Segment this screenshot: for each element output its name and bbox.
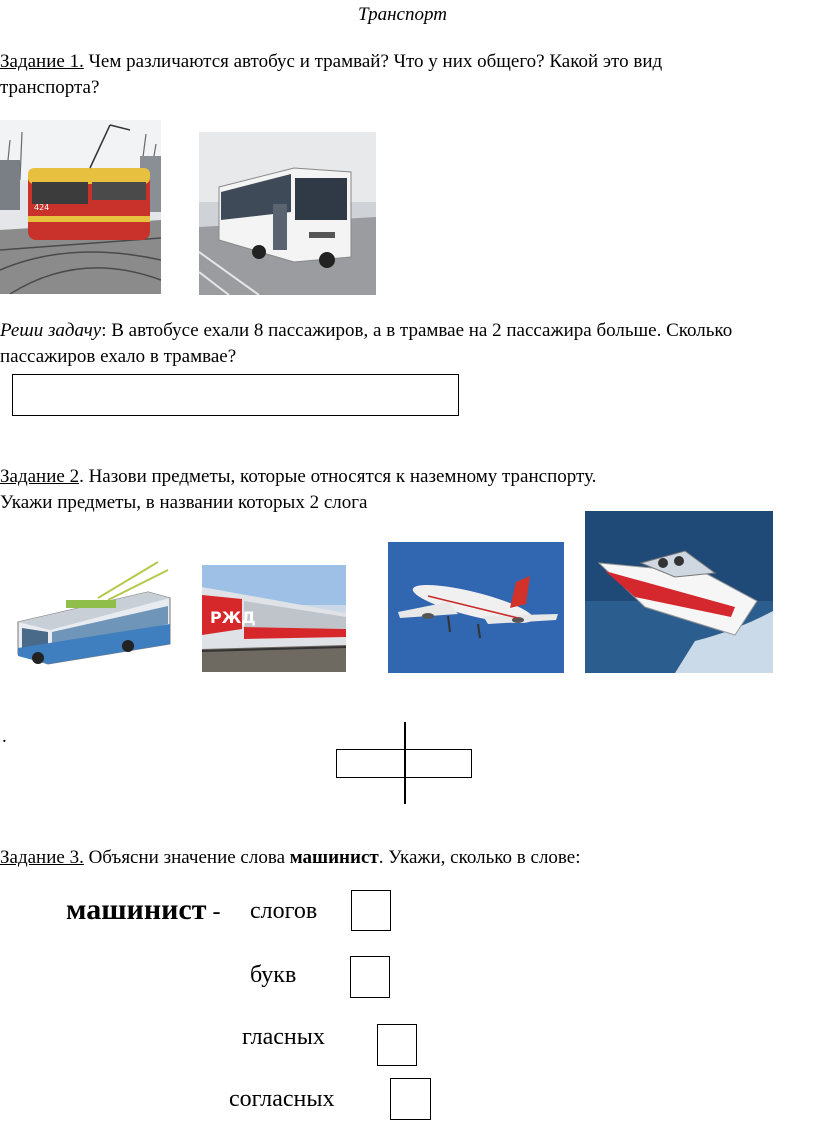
- task1-text-2: транспорта?: [0, 77, 100, 98]
- tram-photo: [0, 120, 161, 294]
- stray-dot: .: [2, 726, 7, 747]
- syllable-divider-line: [404, 722, 406, 804]
- task3-text-before: Объясни значение слова: [83, 847, 290, 868]
- task2-text-1: . Назови предметы, которые относятся к наземному транспорту.: [79, 466, 597, 487]
- task3-label: Задание 3.: [0, 847, 84, 868]
- train-photo: [202, 565, 346, 672]
- svg-text:РЖД: РЖД: [210, 608, 256, 627]
- label-consonants: согласных: [229, 1086, 335, 1112]
- label-syllables: слогов: [250, 898, 318, 924]
- label-vowels: гласных: [242, 1024, 325, 1050]
- task2-label: Задание 2: [0, 466, 80, 487]
- letters-answer-box[interactable]: [350, 956, 390, 998]
- page-title: Транспорт: [358, 4, 447, 25]
- task2-text-2: Укажи предметы, в названии которых 2 слога: [0, 492, 368, 513]
- airplane-photo: [388, 542, 564, 673]
- task1-text-1: Чем различаются автобус и трамвай? Что у них общего? Какой это вид: [83, 51, 663, 72]
- task3-text-after: . Укажи, сколько в слове:: [378, 847, 581, 868]
- task3-line: [0, 845, 581, 871]
- word-dash: -: [206, 899, 221, 925]
- problem-line1: [0, 318, 732, 344]
- problem-text-2: пассажиров ехало в трамвае?: [0, 346, 237, 367]
- vowels-answer-box[interactable]: [377, 1024, 417, 1066]
- trolleybus-photo: [8, 558, 176, 672]
- speedboat-photo: [585, 511, 773, 673]
- word-big: машинист: [66, 893, 207, 926]
- task3-word: машинист: [289, 847, 379, 868]
- word-row: [66, 893, 220, 927]
- answer-box[interactable]: [12, 374, 459, 416]
- syllables-answer-box[interactable]: [351, 890, 391, 931]
- task1-line1: [0, 49, 662, 75]
- svg-text:424: 424: [34, 203, 50, 212]
- problem-text-1: : В автобусе ехали 8 пассажиров, а в трамвае на 2 пассажира больше. Сколько: [101, 320, 733, 341]
- label-letters: букв: [250, 962, 297, 988]
- task1-label: Задание 1.: [0, 51, 84, 72]
- task2-line1: [0, 464, 596, 490]
- bus-photo: [199, 132, 376, 295]
- problem-label: Реши задачу: [0, 320, 102, 341]
- consonants-answer-box[interactable]: [390, 1078, 431, 1120]
